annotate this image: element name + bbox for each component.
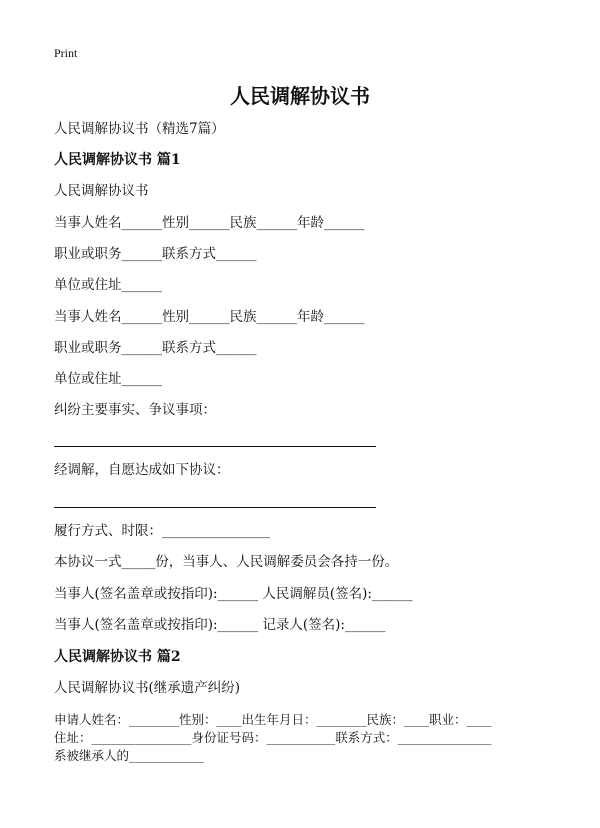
document-title: 人民调解协议书 (230, 84, 370, 108)
blank-fill-line (54, 446, 376, 447)
section-1-line: 纠纷主要事实、争议事项： (54, 402, 216, 418)
section-1-line: 履行方式、时限：________________ (54, 523, 270, 539)
section-1-line: 单位或住址______ (54, 371, 162, 387)
section-1-line: 本协议一式_____份，当事人、人民调解委员会各持一份。 (54, 554, 399, 570)
section-1-line: 当事人(签名盖章或按指印):______ 记录人(签名):______ (54, 617, 386, 633)
section-2-line: 系被继承人的____________ (54, 748, 205, 763)
section-1-line: 职业或职务______联系方式______ (54, 340, 257, 356)
section-2-heading: 人民调解协议书 篇2 (54, 649, 181, 665)
section-1-line: 单位或住址______ (54, 277, 162, 293)
section-1-line: 当事人姓名______性别______民族______年龄______ (54, 215, 365, 231)
print-label: Print (54, 46, 78, 60)
blank-fill-line (54, 507, 376, 508)
section-1-line: 职业或职务______联系方式______ (54, 246, 257, 262)
section-1-line: 当事人(签名盖章或按指印):______ 人民调解员(签名):______ (54, 586, 413, 602)
section-2-line: 人民调解协议书(继承遗产纠纷) (54, 680, 241, 696)
section-2-line: 住址：________________身份证号码：___________联系方式：_______________ (54, 730, 492, 745)
section-2-line: 申请人姓名：________性别：____出生年月日：________民族：____职业：____ (54, 712, 492, 727)
section-1-line: 人民调解协议书 (54, 183, 149, 199)
section-1-line: 当事人姓名______性别______民族______年龄______ (54, 309, 365, 325)
section-1-line: 经调解，自愿达成如下协议： (54, 462, 230, 478)
document-subtitle: 人民调解协议书（精选7篇） (54, 121, 225, 137)
section-1-heading: 人民调解协议书 篇1 (54, 152, 181, 168)
